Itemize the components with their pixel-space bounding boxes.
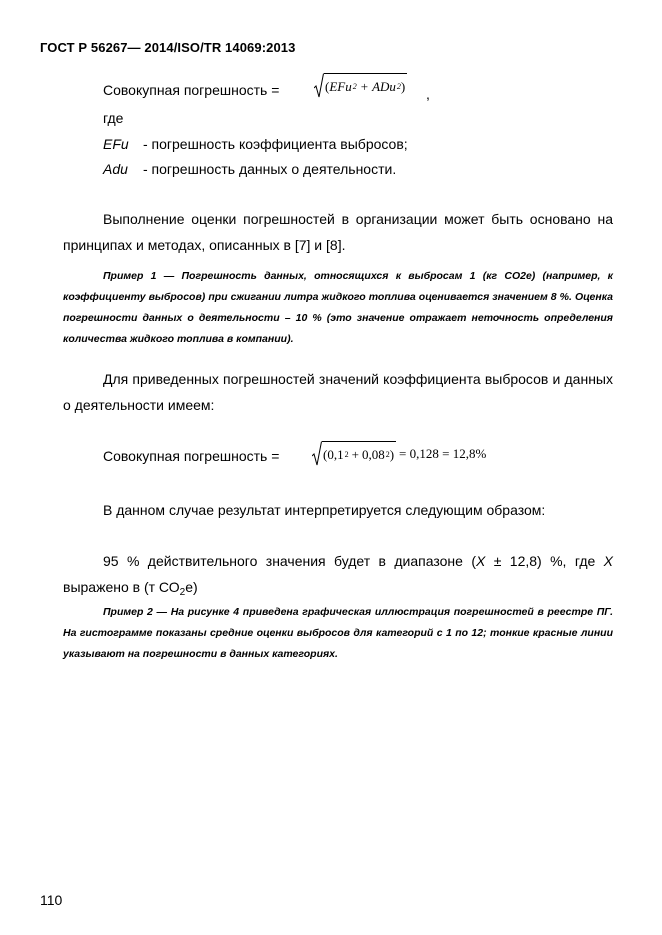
definition-efu [103, 134, 408, 154]
formula2-expression [312, 441, 486, 467]
subscript: 2 [179, 587, 186, 598]
formula2-result: = 0,128 = 12,8% [399, 446, 487, 461]
formula2-term-b: 0,08 [361, 446, 385, 462]
document-header: ГОСТ Р 56267— 2014/ISO/TR 14069:2013 [40, 40, 296, 55]
paragraph-given-uncertainties: Для приведенных погрешностей значений коэффициента выбросов и данных о деятельности имеем: [63, 371, 613, 413]
example-2-note: Пример 2 — На рисунке 4 приведена графическая иллюстрация погрешностей в реестре ПГ. На гистограмме показаны средние оценки выбросов для категорий с 1 по 12; тонкие красные линии указывают на погрешности в данных категориях. [63, 606, 613, 660]
formula1-term-efu: EFu [329, 78, 352, 94]
paragraph-interpretation: В данном случае результат интерпретируется следующим образом: [103, 502, 546, 518]
paragraph-assessment-methods: Выполнение оценки погрешностей в организации может быть основано на принципах и методах, описанных в [7] и [8]. [63, 211, 613, 253]
page-number: 110 [40, 892, 63, 908]
where-word: где [103, 110, 124, 126]
text-segment: ± 12,8) %, где [485, 553, 604, 569]
plus-sign: + [351, 446, 359, 462]
formula1-term-adu: ADu [372, 78, 396, 94]
text-segment: выражено в (т СО [63, 579, 180, 595]
text-segment: е) [185, 579, 198, 595]
exponent: 2 [344, 450, 349, 459]
variable-x: X [476, 553, 486, 569]
variable-x: X [603, 553, 614, 569]
exponent: 2 [385, 450, 390, 459]
exponent: 2 [396, 82, 401, 91]
radical-sign: ( EFu 2 + ADu 2 ) [314, 73, 407, 99]
formula1-trailing-comma: , [426, 86, 430, 102]
radical-sign: ( 0,1 2 + 0,08 2 ) [312, 441, 396, 467]
plus-sign: + [360, 78, 369, 94]
formula1-expression [314, 73, 407, 99]
formula2-term-a: 0,1 [327, 446, 344, 462]
exponent: 2 [352, 82, 357, 91]
formula1-label: Совокупная погрешность = [103, 82, 280, 98]
definition-symbol: EFu [103, 136, 129, 152]
definition-adu [103, 159, 396, 179]
text-segment: 95 % действительного значения будет в диапазоне ( [103, 553, 476, 569]
definition-text: - погрешность коэффициента выбросов; [143, 136, 408, 152]
example-1-note: Пример 1 — Погрешность данных, относящихся к выбросам 1 (кг СО2е) (например, к коэффициенту выбросов) при сжигании литра жидкого топлива оценивается значением 8 %. Оценка погрешности данных о деятельности – 10 % (это значение отражает неточность определения количества жидкого топлива в компании). [63, 270, 613, 345]
definition-symbol: Adu [103, 161, 128, 177]
formula2-label: Совокупная погрешность = [103, 448, 280, 464]
paragraph-confidence-range [63, 548, 613, 600]
definition-text: - погрешность данных о деятельности. [143, 161, 397, 177]
